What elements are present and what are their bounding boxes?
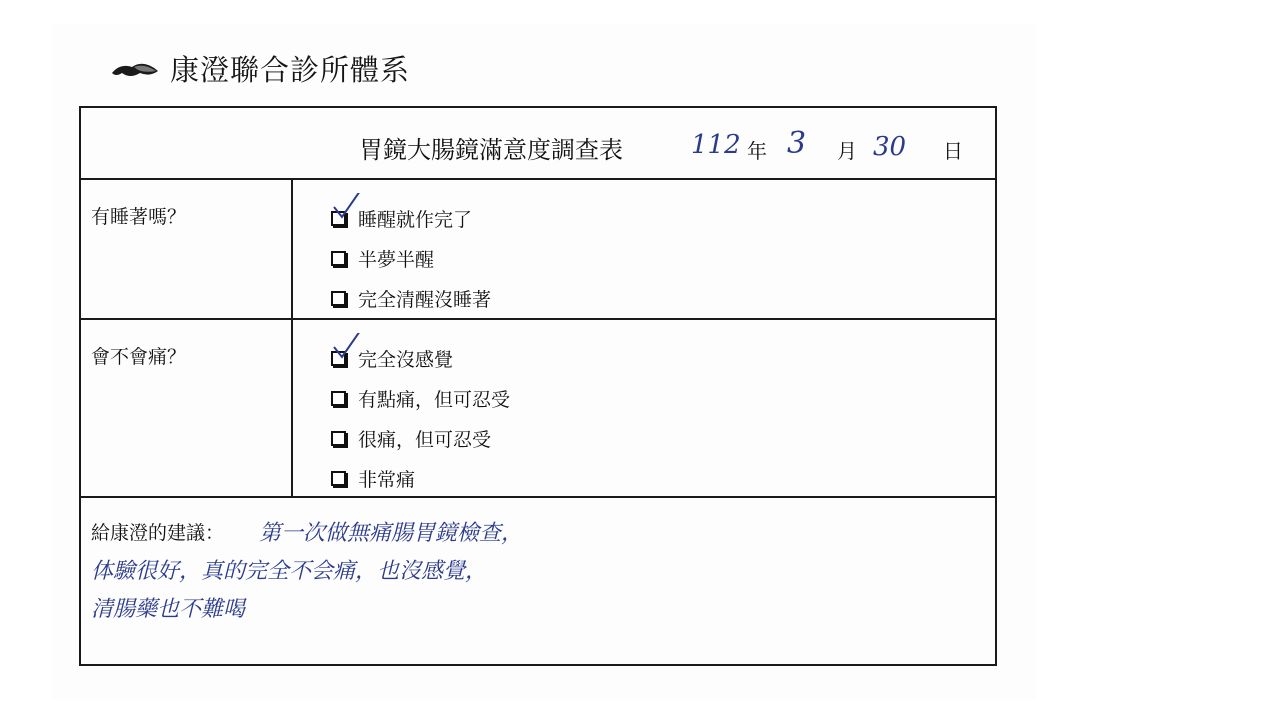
checkbox[interactable] bbox=[331, 391, 346, 406]
option-label: 半夢半醒 bbox=[358, 248, 435, 271]
checkbox[interactable] bbox=[331, 431, 346, 446]
option-label: 有點痛，但可忍受 bbox=[358, 388, 511, 411]
option-item[interactable] bbox=[331, 198, 491, 238]
suggestion-section bbox=[81, 496, 995, 664]
suggestion-line[interactable]: 第一次做無痛腸胃鏡檢查， bbox=[259, 521, 524, 546]
suggestion-line[interactable]: 体驗很好，真的完全不会痛，也沒感覺， bbox=[91, 559, 488, 584]
day-value: 30 bbox=[873, 132, 907, 162]
title-row bbox=[81, 108, 995, 180]
question-pain-row bbox=[81, 320, 995, 498]
suggestion-line[interactable]: 清腸藥也不難喝 bbox=[91, 597, 246, 622]
option-label: 完全清醒沒睡著 bbox=[358, 288, 492, 311]
question-label: 會不會痛？ bbox=[91, 346, 187, 368]
checkbox[interactable] bbox=[331, 471, 346, 486]
checkbox-checked[interactable] bbox=[331, 351, 346, 366]
form-title: 胃鏡大腸鏡滿意度調查表 bbox=[359, 136, 623, 164]
survey-form bbox=[79, 106, 997, 666]
suggestion-label: 給康澄的建議： bbox=[91, 522, 225, 544]
option-item[interactable] bbox=[331, 378, 510, 418]
checkmark-icon bbox=[332, 333, 362, 363]
option-item[interactable] bbox=[331, 338, 510, 378]
option-label: 完全沒感覺 bbox=[358, 348, 454, 371]
option-label: 非常痛 bbox=[358, 468, 416, 491]
question-sleep-row bbox=[81, 180, 995, 320]
month-unit: 月 bbox=[837, 139, 857, 163]
option-item[interactable] bbox=[331, 418, 510, 458]
option-item[interactable] bbox=[331, 458, 510, 498]
year-unit: 年 bbox=[747, 139, 767, 163]
option-item[interactable] bbox=[331, 278, 491, 318]
option-list bbox=[331, 198, 491, 318]
option-label: 睡醒就作完了 bbox=[358, 208, 473, 231]
option-label: 很痛，但可忍受 bbox=[358, 428, 492, 451]
option-list bbox=[331, 338, 510, 498]
month-value: 3 bbox=[787, 126, 807, 161]
clinic-logo-icon bbox=[110, 55, 160, 83]
year-value: 112 bbox=[691, 130, 741, 160]
letterhead bbox=[110, 48, 410, 89]
day-unit: 日 bbox=[943, 139, 963, 163]
checkbox-checked[interactable] bbox=[331, 211, 346, 226]
checkmark-icon bbox=[332, 193, 362, 223]
question-label: 有睡著嗎？ bbox=[91, 206, 187, 228]
option-item[interactable] bbox=[331, 238, 491, 278]
checkbox[interactable] bbox=[331, 251, 346, 266]
checkbox[interactable] bbox=[331, 291, 346, 306]
org-name: 康澄聯合診所體系 bbox=[170, 53, 411, 87]
